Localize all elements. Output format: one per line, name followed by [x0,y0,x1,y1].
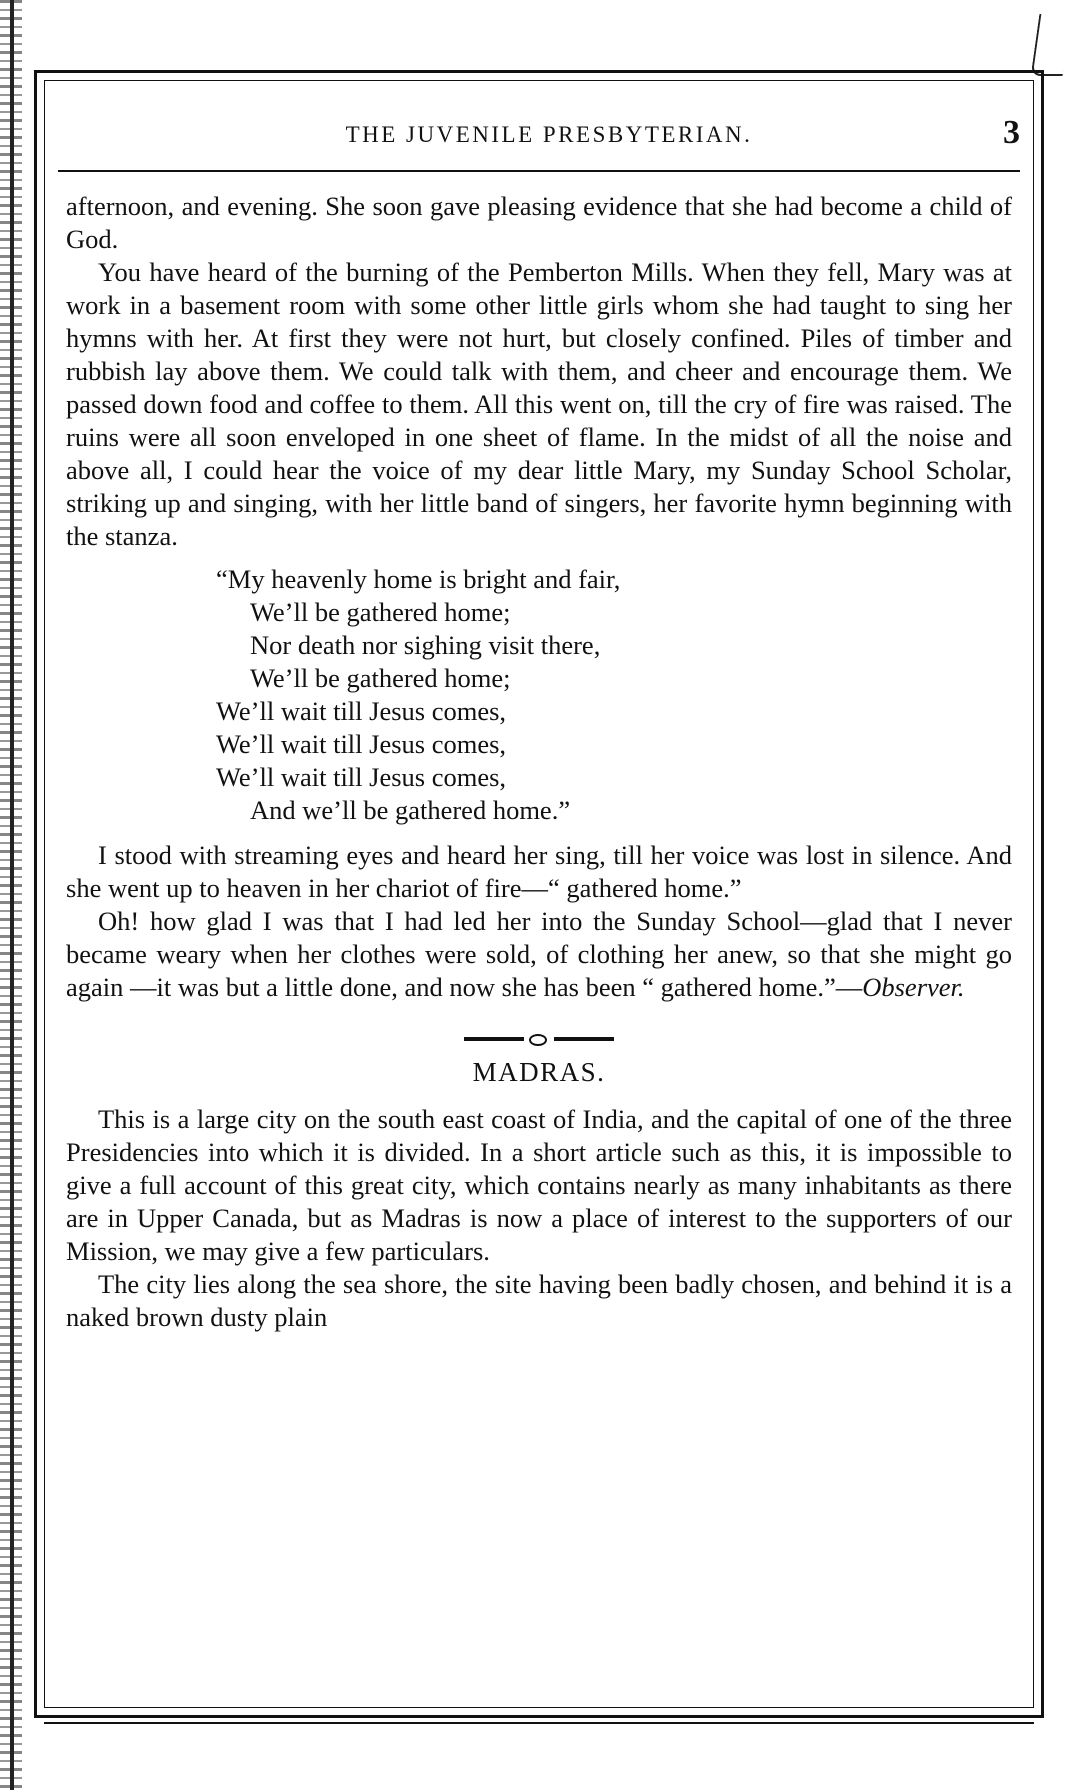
paragraph: I stood with streaming eyes and heard her sing, till her voice was lost in silence. And she went up to heaven in her chariot of fire—“ gathered home.” [66,840,1012,903]
poem-line: We’ll wait till Jesus comes, [216,729,507,759]
poem-line: Nor death nor sighing visit there, [250,630,601,660]
binding-line [10,0,14,1790]
poem-line: We’ll wait till Jesus comes, [216,696,507,726]
poem-line: We’ll be gathered home; [250,663,511,693]
text-column [66,190,1012,1334]
running-title: THE JUVENILE PRESBYTERIAN. [345,122,753,147]
page-number: 3 [1003,114,1020,151]
paragraph-text: Oh! how glad I was that I had led her into the Sunday School—glad that I never became weary when her clothes were sold, of clothing her anew, so that she might go again —it was but a little done, and now she has been “ gathered home.”— [66,906,1012,1002]
poem-line: We’ll wait till Jesus comes, [216,762,507,792]
header-rule [58,170,1020,172]
hymn-stanza [66,563,1012,827]
paragraph: You have heard of the burning of the Pemberton Mills. When they fell, Mary was at work in a basement room with some other little girls whom she had taught to sing her hymns with her. At first they were not hurt, but closely confined. Piles of timber and rubbish lay above them. We could talk with them, and cheer and encourage them. We passed down food and coffee to them. All this went on, till the cry of fire was raised. The ruins were all soon enveloped in one sheet of flame. In the midst of all the noise and above all, I could hear the voice of my dear little Mary, my Sunday School Scholar, striking up and singing, with her little band of singers, her favorite hymn beginning with the stanza. [66,257,1012,551]
poem-line: “My heavenly home is bright and fair, [216,564,621,594]
paragraph: This is a large city on the south east coast of India, and the capital of one of the three Presidencies into which it is divided. In a short article such as this, it is impossible to give a full account of this great city, which contains nearly as many inhabitants as there are in Upper Canada, but as Madras is now a place of interest to the supporters of our Mission, we may give a few particulars. [66,1104,1012,1266]
paragraph: afternoon, and evening. She soon gave pleasing evidence that she had become a child of God. [66,191,1012,254]
paragraph-with-attribution [66,905,1012,1004]
section-heading: MADRAS. [472,1057,606,1087]
paragraph: The city lies along the sea shore, the site having been badly chosen, and behind it is a naked brown dusty plain [66,1269,1012,1332]
bottom-rule [44,1722,1034,1724]
poem-line: And we’ll be gathered home.” [250,795,571,825]
ornament-divider [464,1032,614,1046]
attribution: Observer. [862,972,965,1002]
poem-line: We’ll be gathered home; [250,597,511,627]
running-head [58,114,1020,158]
ink-mark [1031,14,1072,76]
